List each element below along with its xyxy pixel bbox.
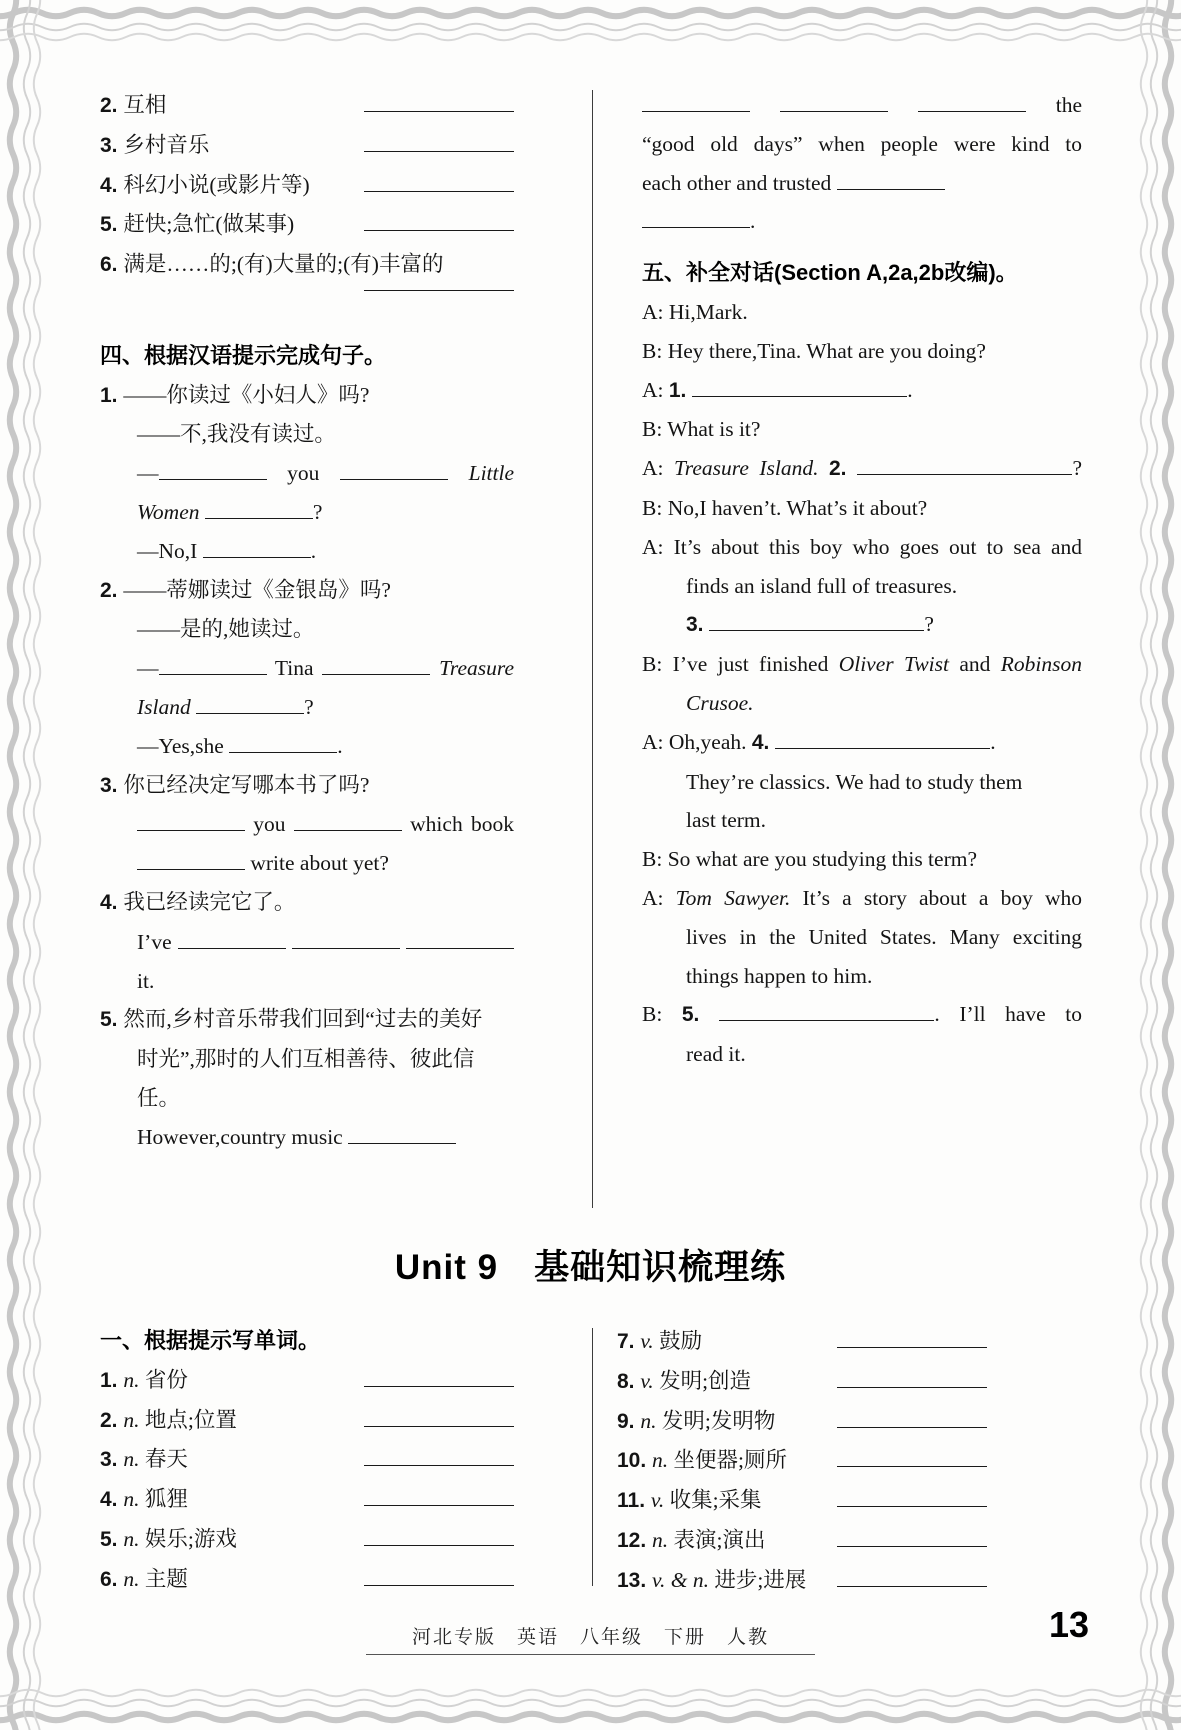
text-line [100,1040,514,1118]
text-line [642,763,1082,802]
text-segment: B: [642,1002,682,1027]
text-line [100,376,514,416]
text-segment: A: It’s about this boy who goes out to sea and [642,534,1082,559]
text-line [100,766,514,806]
text-segment: 12. [617,1528,653,1552]
text-line [100,245,514,285]
answer-blank [364,1460,514,1466]
text-line [100,126,514,166]
text-line [100,1560,514,1600]
text-segment: A: [642,885,676,910]
answer-blank [340,474,448,480]
text-line [642,1035,1082,1074]
text-line [100,454,514,493]
text-segment: 赶快;急忙(做某事) [123,212,295,237]
text-segment: B: Hey there,Tina. What are you doing? [642,338,986,363]
text-segment: Crusoe. [686,690,754,715]
answer-blank [857,469,1072,475]
answer-blank [178,943,286,949]
text-line [642,410,1082,449]
answer-blank [775,743,990,749]
text-segment: n. [640,1408,662,1433]
text-line [617,1362,987,1402]
answer-blank [709,625,924,631]
text-segment: v. [650,1488,670,1513]
text-segment [430,656,439,680]
text-segment: B: I’ve just finished [642,652,839,677]
text-segment: 满是……的;(有)大量的;(有)丰富的 [123,252,444,277]
text-segment: 4. [100,1488,124,1512]
text-segment: Island [137,694,191,719]
answer-blank [692,391,907,397]
text-segment: . [990,729,996,754]
text-segment: Women [137,499,200,524]
text-segment: It’s a story about a boy who [790,885,1083,910]
text-segment: ——不,我没有读过。 [137,422,336,447]
text-segment [286,930,292,954]
line-text [100,1361,188,1401]
answer-blank [837,1501,987,1507]
text-line [642,86,1082,125]
answer-blank [203,552,311,558]
text-line [100,532,514,571]
answer-blank [364,1580,514,1586]
unit-title: Unit 9 基础知识梳理练 [394,1248,787,1287]
text-line [100,205,514,245]
text-segment: 鼓励 [659,1329,703,1353]
answer-blank [642,222,750,228]
text-line [642,293,1082,332]
line-text [617,1481,762,1521]
answer-blank [364,1540,514,1546]
text-segment: 地点;位置 [144,1407,237,1432]
answer-blank [322,669,430,675]
text-segment: 1. [668,378,693,402]
text-line [100,883,514,923]
text-segment: 你已经决定写哪本书了吗? [123,772,370,797]
text-line [100,610,514,649]
text-line [100,1361,514,1401]
text-segment: . [310,538,317,563]
text-segment: Oliver Twist [838,652,949,677]
text-segment: you [266,461,340,486]
text-segment: 6. [100,1567,124,1591]
answer-blank [364,1500,514,1506]
text-segment: 13. [617,1568,653,1592]
text-line [642,332,1082,371]
text-segment: B: No,I haven’t. What’s it about? [642,495,928,520]
line-text [100,205,294,245]
text-line [100,1000,514,1040]
text-segment: ——蒂娜读过《金银岛》吗? [123,577,391,602]
text-segment: ? [312,499,323,524]
text-segment: Treasure Island. [674,456,819,481]
text-segment: . [907,377,913,402]
answer-blank [159,669,267,675]
text-segment: ? [924,612,934,637]
text-segment: 2. [100,1408,124,1432]
text-line [642,567,1082,606]
text-segment: 四、根据汉语提示完成句子。 [100,342,387,368]
answer-blank [196,708,304,714]
text-segment: —No,I [137,538,203,563]
text-segment: Tina [266,656,323,681]
text-segment: it. [137,968,155,993]
line-text [100,1480,188,1520]
text-line [642,879,1082,918]
text-segment: 5. [100,1008,124,1032]
text-segment: B: So what are you studying this term? [642,847,978,872]
text-line [100,805,514,844]
text-segment: . I’ll have to [934,1002,1082,1027]
text-segment: ——你读过《小妇人》吗? [123,382,370,407]
text-line [100,1480,514,1520]
text-line [617,1402,987,1442]
answer-blank [918,106,1026,112]
text-segment: 2. [100,94,124,117]
text-segment: — [137,461,159,486]
text-segment: A: Oh,yeah. [642,729,752,754]
text-line [642,202,1082,241]
text-segment: Little [468,461,515,486]
answer-blank [642,106,750,112]
text-segment: 11. [617,1489,651,1513]
text-line [642,684,1082,723]
text-segment: n. [123,1447,145,1472]
text-line [100,844,514,883]
text-segment: 互相 [123,93,167,117]
line-text [617,1362,751,1402]
text-segment: 5. [681,1003,720,1027]
text-line [642,801,1082,840]
text-segment: 乡村音乐 [123,132,210,157]
answer-blank [205,513,313,519]
text-segment: They’re classics. We had to study them [686,769,1023,794]
footer-text: 河北专版 英语 八年级 下册 人教 [366,1622,815,1655]
text-segment: 我已经读完它了。 [123,889,296,914]
text-segment: . [750,209,756,234]
text-segment: A: [642,377,669,402]
line-text [100,86,166,126]
text-segment: 科幻小说(或影片等) [123,172,310,197]
text-segment: the [1055,93,1082,117]
text-segment: 坐便器;厕所 [673,1448,788,1473]
line-text [100,166,310,206]
text-segment: —Yes,she [137,733,230,758]
text-segment: B: What is it? [642,417,761,442]
text-segment: 狐狸 [144,1487,188,1512]
text-line [642,957,1082,996]
text-line [100,415,514,454]
answer-blank [364,1381,514,1387]
answer-blank [292,943,400,949]
text-segment: things happen to him. [686,963,873,988]
answer-blank [364,225,514,231]
text-line [100,1520,514,1560]
answer-blank [837,1382,987,1388]
text-segment: n. [123,1487,145,1512]
footer [0,1622,1181,1655]
line-text [617,1322,702,1362]
text-line [100,1118,514,1157]
bottom-left-column [100,1322,514,1600]
text-segment: 发明;发明物 [661,1408,776,1433]
text-segment: write about yet? [245,851,389,876]
text-line [642,164,1082,203]
text-line [642,489,1082,528]
text-segment: 收集;采集 [669,1488,762,1513]
section-heading [100,1322,514,1361]
text-segment [191,695,196,719]
text-segment [818,456,829,480]
text-segment: ? [1072,456,1082,481]
text-segment: 一、根据提示写单词。 [100,1328,321,1353]
text-line [100,571,514,611]
text-segment: read it. [686,1042,746,1067]
answer-blank [229,747,337,753]
text-line [642,840,1082,879]
text-line [100,1401,514,1441]
text-line [100,493,514,532]
answer-blank [837,1581,987,1587]
answer-blank [837,1422,987,1428]
text-segment: lives in the United States. Many exciting [686,924,1082,949]
text-segment: 4. [100,173,124,197]
text-segment [448,461,469,485]
text-segment: 3. [100,133,124,157]
text-segment [400,930,406,954]
text-segment: 2. [100,578,124,602]
answer-blank [364,1421,514,1427]
answer-blank [837,1461,987,1467]
answer-blank [364,186,514,192]
answer-blank [159,474,267,480]
text-line [617,1561,987,1601]
text-segment: v. [640,1329,660,1353]
text-segment: 1. [100,1368,124,1392]
answer-blank [780,106,888,112]
text-segment: 时光”,那时的人们互相善待、彼此信任。 [137,1047,475,1110]
text-segment: A: Hi,Mark. [642,299,748,324]
text-segment: 3. [100,1448,124,1472]
answer-blank [364,146,514,152]
text-line [100,727,514,766]
answer-blank [348,1138,456,1144]
text-segment: and [949,652,1001,677]
line-text [617,1521,766,1561]
text-segment: each other and trusted [642,170,837,195]
text-line [100,86,514,126]
text-segment: 发明;创造 [659,1368,752,1393]
text-line [642,125,1082,164]
text-segment: Robinson [1000,652,1082,677]
column-divider-top [592,90,593,1208]
text-line [642,605,1082,645]
text-line [100,166,514,206]
text-line [100,1440,514,1480]
text-segment: 4. [100,890,124,914]
answer-blank [719,1015,934,1021]
text-segment: ——是的,她读过。 [137,617,315,642]
top-left-column [100,86,514,1157]
text-segment: n. [652,1448,674,1473]
text-line [617,1521,987,1561]
text-segment: v. & n. [652,1567,715,1592]
page-number: 13 [1048,1604,1089,1645]
bottom-right-column [617,1322,987,1601]
line-text [617,1441,787,1481]
line-text [617,1561,806,1601]
text-segment: ? [304,694,314,719]
text-line [100,649,514,688]
text-segment: A: [642,456,674,481]
section-heading [642,254,1082,293]
text-segment: 4. [751,730,776,754]
answer-blank [364,285,514,291]
text-segment: 3. [100,773,124,797]
text-segment: “good old days” when people were kind to [642,131,1082,156]
text-segment: last term. [686,808,767,833]
text-line [642,918,1082,957]
section-heading [100,337,514,376]
text-segment: n. [123,1367,145,1392]
text-segment: 3. [686,613,710,637]
text-segment: 7. [617,1330,641,1353]
text-line [617,1441,987,1481]
text-segment: Tom Sawyer. [675,885,791,910]
line-text [100,126,209,166]
text-segment [200,500,205,524]
text-segment: 春天 [144,1447,188,1472]
text-segment: n. [123,1526,145,1551]
text-segment: n. [123,1566,145,1591]
text-segment: you [245,812,294,837]
text-line [642,528,1082,567]
text-line [100,688,514,727]
text-line [642,449,1082,489]
text-line [642,645,1082,684]
top-right-column [642,86,1082,1074]
text-segment: which book [401,812,515,837]
column-divider-bottom [592,1328,593,1586]
answer-blank [294,825,402,831]
answer-blank [406,943,514,949]
text-line [642,723,1082,763]
text-segment: 然而,乡村音乐带我们回到“过去的美好 [123,1007,483,1032]
text-segment: 2. [828,457,858,481]
line-text [100,1560,188,1600]
text-segment: 进步;进展 [714,1567,807,1592]
line-text [617,1402,775,1442]
text-segment: 10. [617,1449,653,1473]
text-segment: n. [123,1407,145,1432]
text-line [100,923,514,962]
text-segment: 五、补全对话(Section A,2a,2b改编)。 [642,260,1018,286]
text-segment: 5. [100,213,124,237]
text-segment: 娱乐;游戏 [144,1526,237,1551]
text-line [100,962,514,1001]
text-segment: 1. [100,383,124,407]
text-segment: 9. [617,1409,641,1433]
text-segment: Treasure [439,656,514,681]
text-segment: 5. [100,1527,124,1551]
text-line [642,995,1082,1035]
text-segment: finds an island full of treasures. [686,573,958,598]
text-segment: 表演;演出 [673,1527,766,1552]
text-line [642,371,1082,411]
text-segment: 8. [617,1369,641,1393]
text-segment: However,country music [137,1124,349,1149]
text-segment: . [337,733,343,758]
text-segment: I’ve [137,929,178,954]
answer-blank [137,864,245,870]
answer-blank [837,1541,987,1547]
text-line [617,1481,987,1521]
answer-blank [837,184,945,190]
line-text [100,1440,188,1480]
line-text [100,1520,237,1560]
answer-blank [837,1342,987,1348]
line-text [100,1401,237,1441]
text-line [617,1322,987,1362]
text-segment: 主题 [144,1566,188,1591]
text-segment: v. [640,1368,660,1393]
text-segment: n. [652,1527,674,1552]
text-segment: 省份 [144,1367,188,1392]
answer-blank [364,106,514,112]
text-segment: — [137,656,159,681]
text-segment: 6. [100,253,124,277]
answer-blank [137,825,245,831]
text-line [100,285,514,324]
